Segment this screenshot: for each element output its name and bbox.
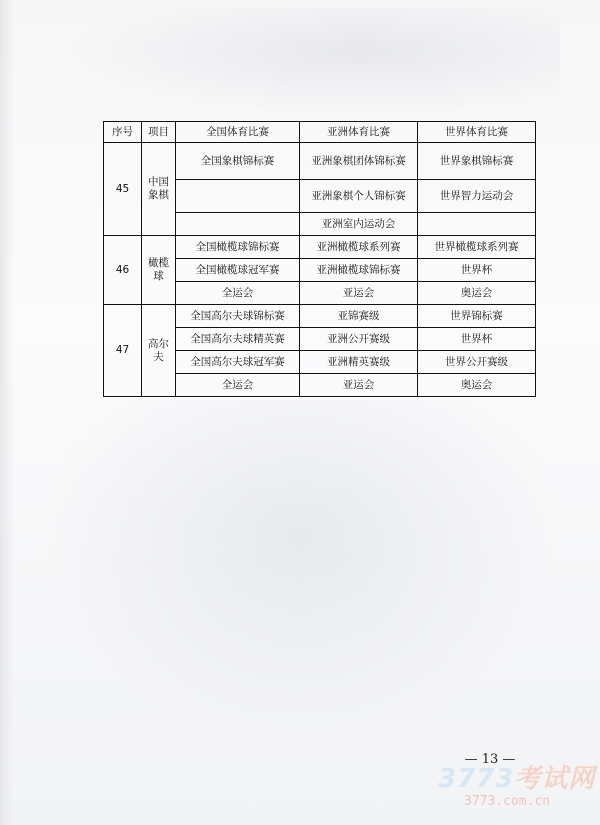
header-cell-national: 全国体育比赛	[176, 122, 300, 143]
national-event-cell	[176, 180, 300, 213]
sports-events-table	[103, 121, 536, 397]
asian-event-cell: 亚洲橄榄球锦标赛	[300, 259, 418, 282]
asian-event-cell: 亚洲精英赛级	[300, 351, 418, 374]
page-number: — 13 —	[464, 752, 516, 767]
national-event-cell	[176, 213, 300, 236]
national-event-cell: 全运会	[176, 374, 300, 397]
national-event-cell: 全国橄榄球锦标赛	[176, 236, 300, 259]
national-event-cell: 全国橄榄球冠军赛	[176, 259, 300, 282]
sport-name-cell: 中国象棋	[142, 143, 176, 236]
world-event-cell: 世界象棋锦标赛	[418, 143, 536, 180]
asian-event-cell: 亚洲象棋团体锦标赛	[300, 143, 418, 180]
scan-shadow-middle	[40, 400, 560, 740]
scan-shadow-top	[60, 8, 560, 118]
header-cell-item: 项目	[142, 122, 176, 143]
world-event-cell: 世界智力运动会	[418, 180, 536, 213]
national-event-cell: 全运会	[176, 282, 300, 305]
world-event-cell: 世界杯	[418, 259, 536, 282]
world-event-cell: 奥运会	[418, 374, 536, 397]
national-event-cell: 全国高尔夫球锦标赛	[176, 305, 300, 328]
watermark-url: 3773.com.cn	[464, 794, 551, 809]
table-row	[104, 143, 536, 180]
row-number-cell: 47	[104, 305, 142, 397]
asian-event-cell: 亚洲室内运动会	[300, 213, 418, 236]
asian-event-cell: 亚运会	[300, 374, 418, 397]
row-number-cell: 46	[104, 236, 142, 305]
table-header-row	[104, 122, 536, 143]
world-event-cell: 世界锦标赛	[418, 305, 536, 328]
world-event-cell: 世界杯	[418, 328, 536, 351]
header-cell-asian: 亚洲体育比赛	[300, 122, 418, 143]
row-number-cell: 45	[104, 143, 142, 236]
world-event-cell: 世界橄榄球系列赛	[418, 236, 536, 259]
table-row	[104, 305, 536, 328]
scan-edge-shadow	[0, 0, 14, 825]
world-event-cell	[418, 213, 536, 236]
sport-name-cell: 橄榄球	[142, 236, 176, 305]
asian-event-cell: 亚锦赛级	[300, 305, 418, 328]
world-event-cell: 世界公开赛级	[418, 351, 536, 374]
table-row	[104, 236, 536, 259]
asian-event-cell: 亚洲象棋个人锦标赛	[300, 180, 418, 213]
asian-event-cell: 亚洲公开赛级	[300, 328, 418, 351]
national-event-cell: 全国象棋锦标赛	[176, 143, 300, 180]
site-watermark-logo	[430, 758, 600, 820]
asian-event-cell: 亚洲橄榄球系列赛	[300, 236, 418, 259]
national-event-cell: 全国高尔夫球精英赛	[176, 328, 300, 351]
header-cell-world: 世界体育比赛	[418, 122, 536, 143]
national-event-cell: 全国高尔夫球冠军赛	[176, 351, 300, 374]
watermark-brand: 3773考试网	[438, 764, 596, 794]
header-cell-number: 序号	[104, 122, 142, 143]
asian-event-cell: 亚运会	[300, 282, 418, 305]
sport-name-cell: 高尔夫	[142, 305, 176, 397]
world-event-cell: 奥运会	[418, 282, 536, 305]
